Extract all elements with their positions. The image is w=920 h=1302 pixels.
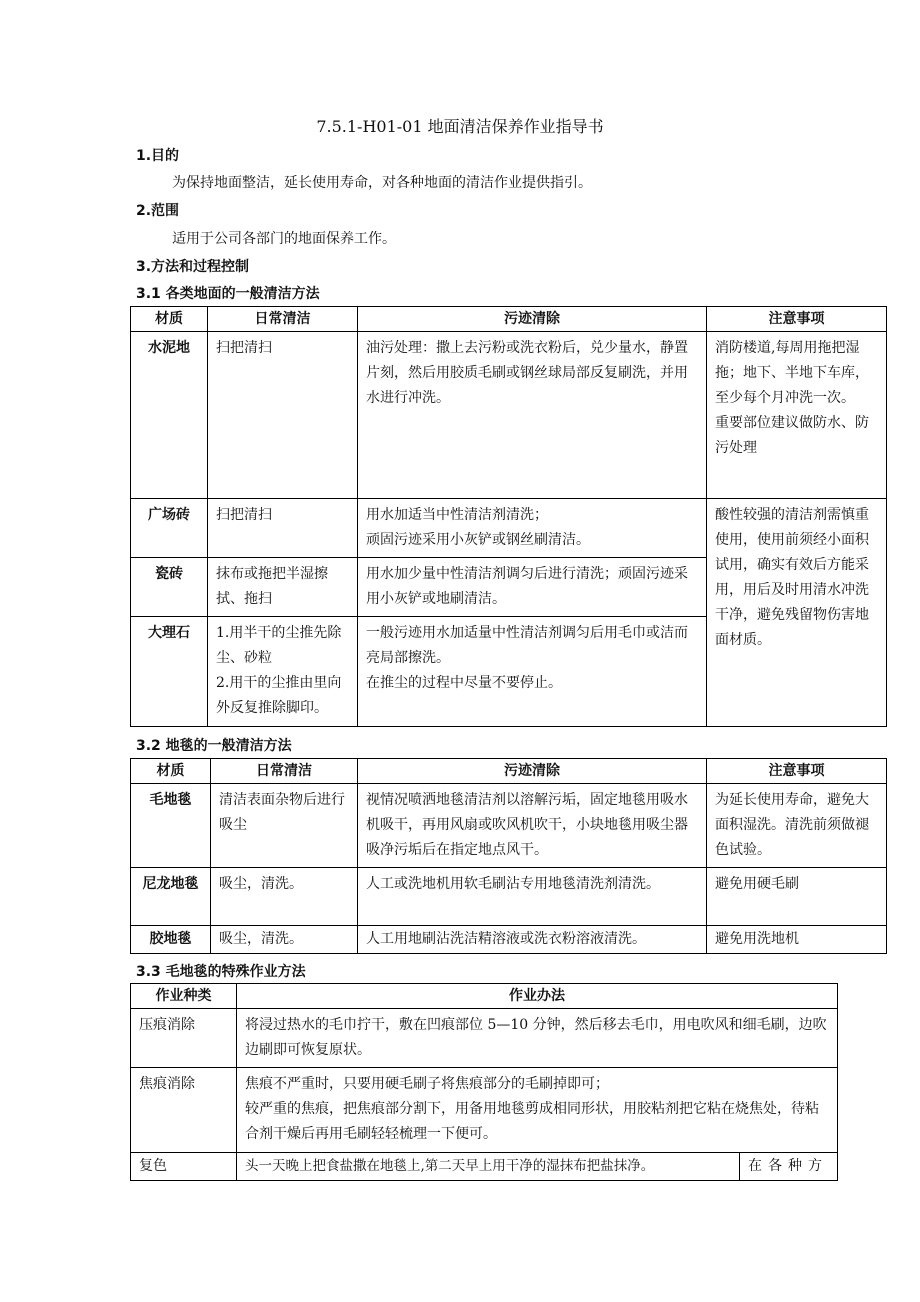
special-methods-table <box>130 983 838 1181</box>
material-cell: 瓷砖 <box>131 558 208 617</box>
daily-line: 1.用半干的尘推先除尘、砂粒 <box>216 625 342 666</box>
table-row <box>131 784 887 868</box>
table-row <box>131 332 887 499</box>
section-3-2-heading: 3.2 地毯的一般清洁方法 <box>136 738 292 754</box>
section-3-3-heading: 3.3 毛地毯的特殊作业方法 <box>136 964 306 980</box>
material-cell: 尼龙地毯 <box>131 868 211 926</box>
header-notes: 注意事项 <box>707 307 887 332</box>
header-notes: 注意事项 <box>707 759 887 784</box>
stain-cell: 视情况喷洒地毯清洁剂以溶解污垢，固定地毯用吸水机吸干，再用风扇或吹风机吹干，小块地毯用吸尘器吸净污垢后在指定地点风干。 <box>358 784 707 868</box>
stain-cell: 人工或洗地机用软毛刷沾专用地毯清洗剂清洗。 <box>358 868 707 926</box>
header-daily-cleaning: 日常清洁 <box>208 307 358 332</box>
operation-type-cell: 复色 <box>131 1153 237 1181</box>
daily-cell: 清洁表面杂物后进行吸尘 <box>211 784 358 868</box>
method-line: 焦痕不严重时，只要用硬毛刷子将焦痕部分的毛刷掉即可； <box>245 1076 609 1092</box>
table-row <box>131 499 887 558</box>
table-header-row <box>131 984 838 1009</box>
table-header-row <box>131 759 887 784</box>
table-row <box>131 1153 838 1181</box>
method-cell: 头一天晚上把食盐撒在地毯上,第二天早上用干净的湿抹布把盐抹净。 <box>237 1153 740 1181</box>
header-stain-removal: 污迹清除 <box>358 759 707 784</box>
floor-cleaning-table <box>130 306 887 727</box>
operation-type-cell: 压痕消除 <box>131 1009 237 1068</box>
notes-cell: 避免用硬毛刷 <box>707 868 887 926</box>
stain-line: 顽固污迹采用小灰铲或钢丝刷清洁。 <box>366 532 590 548</box>
daily-cell: 抹布或拖把半湿擦拭、拖扫 <box>208 558 358 617</box>
stain-cell <box>358 617 707 727</box>
daily-cell <box>208 617 358 727</box>
header-material: 材质 <box>131 759 211 784</box>
header-material: 材质 <box>131 307 208 332</box>
stain-cell: 油污处理：撒上去污粉或洗衣粉后，兑少量水，静置片刻，然后用胶质毛刷或钢丝球局部反复刷洗，并用水进行冲洗。 <box>358 332 707 499</box>
material-cell: 毛地毯 <box>131 784 211 868</box>
note-line: 消防楼道,每周用拖把湿拖；地下、半地下车库，至少每个月冲洗一次。 <box>715 340 869 406</box>
header-daily-cleaning: 日常清洁 <box>211 759 358 784</box>
notes-cell: 为延长使用寿命，避免大面积湿洗。清洗前须做褪色试验。 <box>707 784 887 868</box>
section-1-heading: 1.目的 <box>136 148 180 164</box>
table-row <box>131 1009 838 1068</box>
section-2-text: 适用于公司各部门的地面保养工作。 <box>172 231 396 247</box>
daily-cell: 吸尘，清洗。 <box>211 926 358 954</box>
daily-cell: 吸尘，清洗。 <box>211 868 358 926</box>
method-line: 较严重的焦痕，把焦痕部分割下，用备用地毯剪成相同形状，用胶粘剂把它粘在烧焦处，待粘合剂干燥后再用毛刷轻轻梳理一下便可。 <box>245 1101 819 1142</box>
notes-cell: 避免用洗地机 <box>707 926 887 954</box>
daily-cell: 扫把清扫 <box>208 332 358 499</box>
header-operation-type: 作业种类 <box>131 984 237 1009</box>
section-3-1-heading: 3.1 各类地面的一般清洁方法 <box>136 286 320 302</box>
material-cell: 大理石 <box>131 617 208 727</box>
header-method: 作业办法 <box>237 984 838 1009</box>
carpet-cleaning-table <box>130 758 887 954</box>
section-2-heading: 2.范围 <box>136 203 180 219</box>
header-stain-removal: 污迹清除 <box>358 307 707 332</box>
shared-notes-cell: 酸性较强的清洁剂需慎重使用，使用前须经小面积试用，确实有效后方能采用，用后及时用清水冲洗干净，避免残留物伤害地面材质。 <box>707 499 887 727</box>
table-row <box>131 1068 838 1153</box>
table-row <box>131 926 887 954</box>
stain-line: 一般污迹用水加适量中性清洁剂调匀后用毛巾或洁而亮局部擦洗。 <box>366 625 688 666</box>
stain-line: 用水加适当中性清洁剂清洗； <box>366 507 548 523</box>
method-cell: 将浸过热水的毛巾拧干，敷在凹痕部位 5—10 分钟，然后移去毛巾，用电吹风和细毛刷，边吹边刷即可恢复原状。 <box>237 1009 838 1068</box>
table-header-row <box>131 307 887 332</box>
daily-cell: 扫把清扫 <box>208 499 358 558</box>
section-1-text: 为保持地面整洁，延长使用寿命，对各种地面的清洁作业提供指引。 <box>172 175 592 191</box>
method-continuation-cell: 在各种方 <box>740 1153 838 1181</box>
stain-cell: 人工用地刷沾洗洁精溶液或洗衣粉溶液清洗。 <box>358 926 707 954</box>
notes-cell <box>707 332 887 499</box>
method-cell <box>237 1068 838 1153</box>
stain-line: 在推尘的过程中尽量不要停止。 <box>366 675 562 691</box>
material-cell: 水泥地 <box>131 332 208 499</box>
operation-type-cell: 焦痕消除 <box>131 1068 237 1153</box>
stain-cell <box>358 499 707 558</box>
section-3-heading: 3.方法和过程控制 <box>136 259 250 275</box>
material-cell: 胶地毯 <box>131 926 211 954</box>
material-cell: 广场砖 <box>131 499 208 558</box>
document-title: 7.5.1-H01-01 地面清洁保养作业指导书 <box>316 117 604 136</box>
stain-cell: 用水加少量中性清洁剂调匀后进行清洗；顽固污迹采用小灰铲或地刷清洁。 <box>358 558 707 617</box>
daily-line: 2.用干的尘推由里向外反复推除脚印。 <box>216 675 342 716</box>
note-line: 重要部位建议做防水、防污处理 <box>715 415 869 456</box>
table-row <box>131 868 887 926</box>
